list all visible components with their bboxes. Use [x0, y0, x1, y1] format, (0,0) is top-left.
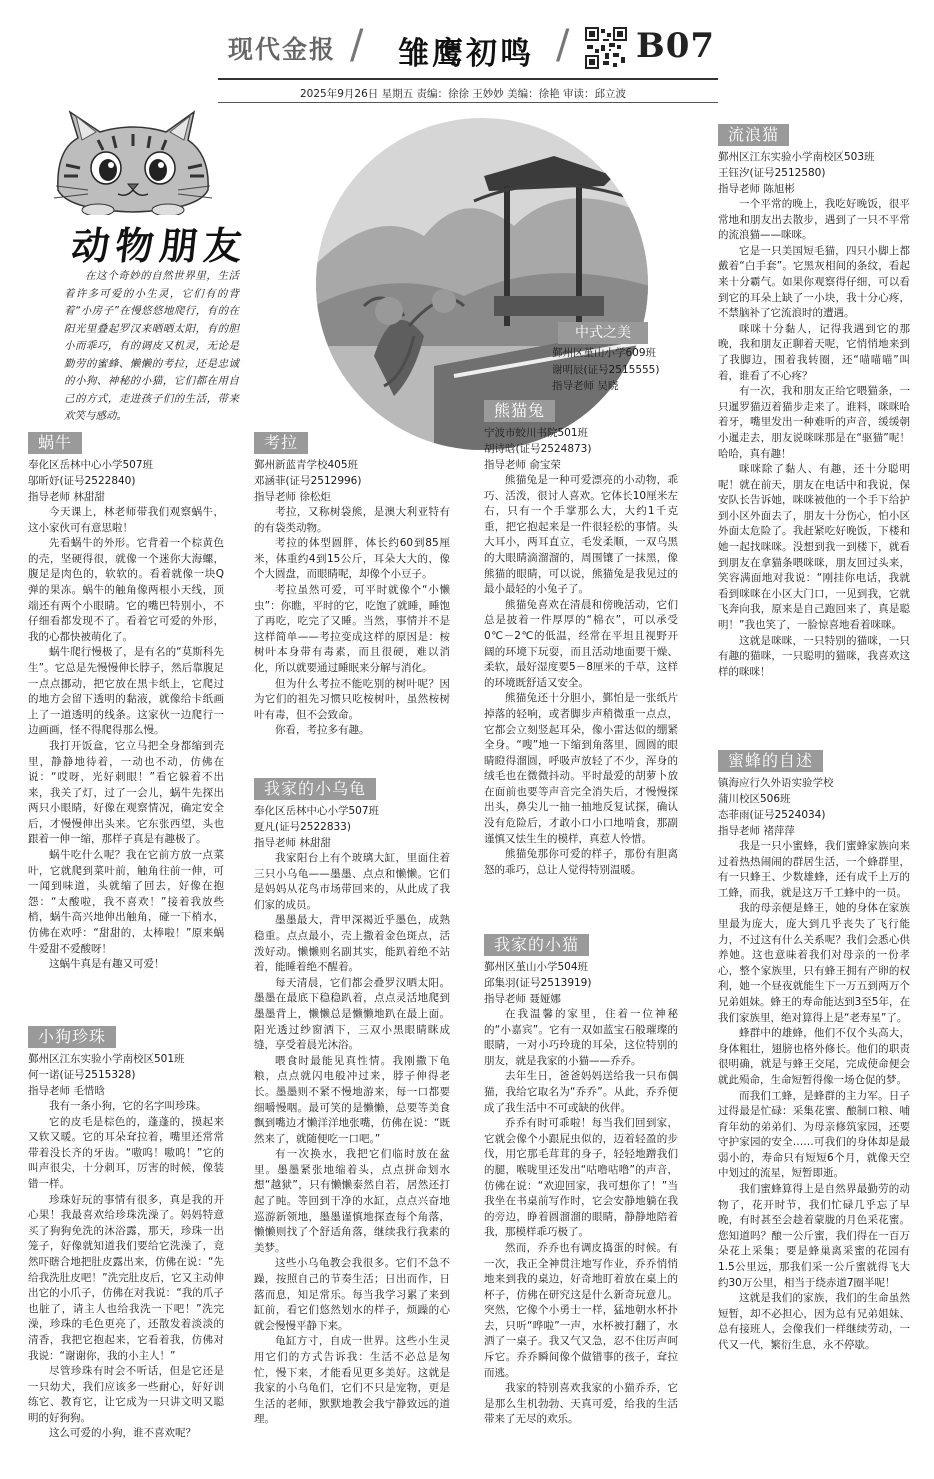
article-paragraph: 一个平常的晚上，我吃好晚饭，很平常地和朋友出去散步，遇到了一只不平常的流浪猫——咪咪。 — [718, 198, 910, 242]
article-teacher: 指导老师 徐松炬 — [254, 491, 331, 503]
article-koala — [254, 432, 450, 739]
article-paragraph: 蜗牛爬行慢极了，是有名的“莫斯科先生”。它总是先慢慢伸长脖子，然后靠腹足一点点挪动，把它放在黑卡纸上，它爬过的地方会留下透明的黏液，就像给卡纸画上了一道透明的线条。这家伙一边爬行一边画画，怪不得爬得那么慢。 — [28, 646, 224, 737]
feature-title: 动物朋友 — [69, 223, 251, 268]
article-paragraph: 喂食时最能见真性情。我刚撒下龟粮，点点就闪电般冲过来，脖子伸得老长。墨墨则不紧不慢地游来，每一口都要细嚼慢咽。最可笑的是懒懒，总要等美食飘到嘴边才懒洋洋地张嘴，仿佛在说：“既然来了，就随便吃一口吧。” — [254, 1054, 450, 1145]
qr-code-icon — [585, 27, 627, 69]
article-stray-cat — [718, 124, 910, 680]
article-paragraph: 考拉虽然可爱，可平时就像个“小懒虫”：你瞧，平时的它，吃饱了就睡，睡饱了再吃，吃完了又睡。当然，事情并不是这样简单——考拉变成这样的原因是：桉树叶本身带有毒素，而且很硬，难以消化，所以就要通过睡眠来分解与消化。 — [254, 583, 450, 674]
article-kitten — [484, 934, 678, 1428]
article-author: 邓涵菲(证号2512996) — [254, 475, 362, 487]
article-bee — [718, 750, 910, 1354]
article-paragraph: 乔乔有时可乖啦！每当我们回到家，它就会像个小跟屁虫似的，迈着轻盈的步伐，用它那毛茸茸的身子，轻轻地蹭我们的腿，喉咙里还发出“咕噜咕噜”的声音，仿佛在说：“欢迎回家，我可想你了！”当我坐在书桌前写作时，它会安静地躺在我的旁边，睁着圆溜溜的眼睛，静静地陪着我，那模样乖巧极了。 — [484, 1117, 678, 1239]
article-paragraph: 我打开饭盒，它立马把全身都缩到壳里，静静地待着，一动也不动，仿佛在说：“哎呀，光好刺眼！”看它躲着不出来，我关了灯，过了一会儿，蜗牛先探出两只小眼睛，好像在观察情况，确定安全后，才慢慢伸出头来。它东张西望，头也跟着一伸一缩，那样子真是有趣极了。 — [28, 739, 224, 846]
article-title: 流浪猫 — [718, 124, 789, 146]
article-paragraph: 但为什么考拉不能吃别的树叶呢？因为它们的祖先习惯只吃桉树叶，虽然桉树叶有毒，但不会致命。 — [254, 677, 450, 721]
article-teacher: 指导老师 陈旭彬 — [718, 183, 795, 195]
article-paragraph: 它是一只美国短毛猫，四只小脚上都戴着“白手套”。它黑灰相间的条纹，看起来十分霸气。如果你观察得仔细，可以看到它的耳朵上缺了一小块，我十分心疼，不禁脑补了它流浪时的遭遇。 — [718, 244, 910, 320]
article-paragraph: 我有一条小狗，它的名字叫珍珠。 — [49, 1100, 207, 1112]
article-title: 蜜蜂的自述 — [718, 750, 823, 772]
article-paragraph: 尽管珍珠有时会不听话，但是它还是一只幼犬，我们应该多一些耐心，好好训练它、教育它，让它成为一只讲文明又聪明的好狗狗。 — [28, 1365, 224, 1424]
article-panda-rabbit — [484, 400, 678, 878]
article-paragraph: 咪咪除了黏人、有趣，还十分聪明呢！就在前天，朋友在电话中和我说，保安队长告诉她，咪咪被他的一个手下给护到小区外面去了，朋友十分伤心，怕小区外面太危险了。我赶紧吃好晚饭，下楼和她一起找咪咪。没想到我一到楼下，就看到朋友在拿猫条喂咪咪，朋友回过头来，笑容满面地对我说：“刚挂你电话，我就看到咪咪在小区大门口，一见到我，它就飞奔向我，原来是自己跑回来了，真是聪明！”我也笑了，一脸惊喜地看着咪咪。 — [718, 463, 910, 632]
article-school: 鄞州新蓝青学校405班 — [254, 459, 359, 471]
article-paragraph: 这就是我们的家族，我们的生命虽然短暂，却不必担心，因为总有兄弟姐妹、总有接班人，会像我们一样继续劳动，一代又一代，繁衍生息，永不停歇。 — [718, 1292, 910, 1351]
dateline: 2025年9月26日 星期五 责编：徐徐 王妙妙 美编：徐艳 审读：邱立波 — [300, 88, 626, 100]
article-author: 何一诺(证号2515328) — [28, 1069, 136, 1081]
article-paragraph: 你看，考拉多有趣。 — [275, 724, 370, 737]
article-teacher: 指导老师 褚萍萍 — [718, 825, 795, 837]
article-paragraph: 我的母亲便是蜂王，她的身体在家族里最为庞大，庞大到几乎丧失了飞行能力，不过这有什么关系呢？我们会悉心供养她。这也意味着我们对母亲的一份孝心，整个家族里，只有蜂王拥有产卵的权利，她一个昼夜就能生下一万五到两万个兄弟姐妹。蜂王的寿命能达到3至5年，在我们家族里，绝对算得上是“老寿星”了。 — [718, 902, 910, 1024]
article-turtle — [254, 778, 450, 1428]
article-snail — [28, 432, 224, 973]
article-paragraph: 每天清晨，它们都会叠罗汉晒太阳。墨墨在最底下稳稳趴着，点点灵活地爬到墨墨背上，懒懒总是懒懒地趴在最上面。阳光透过纱窗洒下，三双小黑眼睛眯成缝，享受着晨光沐浴。 — [254, 976, 450, 1052]
art-caption-line: 谢明辰(证号2515555) — [552, 363, 660, 376]
article-title: 我家的小乌龟 — [254, 778, 376, 800]
art-caption-line: 指导老师 吴晓 — [552, 380, 619, 392]
cat-illustration — [48, 110, 218, 215]
article-paragraph: 有一次换水，我把它们临时放在盆里。墨墨紧张地缩着头，点点拼命划水想“越狱”，只有懒懒泰然自若，居然还打起了盹。等回到干净的水缸，点点兴奋地巡游新领地，墨墨谨慎地探查每个角落，懒懒则找了个舒适角落，继续我行我素的美梦。 — [254, 1148, 450, 1254]
masthead-divider: / — [350, 22, 364, 68]
article-school: 镇海应行久外语实验学校 — [718, 777, 834, 789]
article-school: 鄞州区堇山小学504班 — [484, 961, 589, 973]
art-caption-line: 鄞州区堇山小学609班 — [552, 347, 657, 359]
article-paragraph: 蜂群中的雄蜂，他们不仅个头高大，身体粗壮，翅膀也格外修长。他们的职责很明确，就是与蜂王交尾，完成使命便会就此殒命，生命短暂得像一场仓促的梦。 — [718, 1027, 910, 1086]
article-paragraph: 墨墨最大，背甲深褐近乎墨色，成熟稳重。点点最小，壳上撒着金色斑点，活泼好动。懒懒则名副其实，能趴着绝不站着，能睡着绝不醒着。 — [254, 914, 450, 974]
article-paragraph: 有一次，我和朋友正给它喂猫条，一只暹罗猫迈着猫步走来了。谁料，咪咪哈着牙，嘴里发出一种难听的声音，缓缓朝小暹走去，朋友说咪咪那是在“驱猫”呢！哈哈，真有趣！ — [718, 385, 910, 460]
article-paragraph: 珍珠好玩的事情有很多，真是我的开心果！我最喜欢给珍珠洗澡了。妈妈特意买了狗狗免洗的沐浴露，那天，珍珠一出笼子，好像就知道我们要给它洗澡了，竟然吓瞎合地把肚皮露出来，仿佛在说：“先给我洗肚皮吧！”洗完肚皮后，它又主动伸出它的小爪子，仿佛在对我说：“我的爪子也脏了，请主人也给我洗一下吧！”洗完澡，珍珠的毛色更亮了，还散发着淡淡的清香，我把它抱起来，它看着我，仿佛对我说：“谢谢你，我的小主人！” — [28, 1193, 224, 1362]
article-school: 奉化区岳林中心小学507班 — [254, 805, 380, 817]
article-paragraph: 在我温馨的家里，住着一位神秘的“小嘉宾”。它有一双如蓝宝石般璀璨的眼睛，一对小巧玲珑的耳朵，这位特别的朋友，就是我家的小猫——乔乔。 — [484, 1008, 678, 1067]
page-number: B07 — [636, 26, 716, 66]
article-paragraph: 今天课上，林老师带我们观察蜗牛，这小家伙可有意思啦！ — [28, 506, 224, 534]
article-author: 邬昕妤(证号2522840) — [28, 475, 136, 487]
article-paragraph: 考拉，又称树袋熊，是澳大利亚特有的有袋类动物。 — [254, 506, 450, 534]
art-caption — [552, 345, 659, 395]
article-paragraph: 考拉的体型圆胖，体长约60到85厘米，体重约4到15公斤，耳朵大大的，像个大圆盘，而眼睛呢，却像个小豆子。 — [254, 537, 450, 581]
article-paragraph: 而我们工蜂，是蜂群的主力军。日子过得最是忙碌：采集花蜜、酿制口粮、哺育年幼的弟弟们、为母亲修筑家园，还要守护家园的安全……可我们的身体却是最弱小的，寿命只有短短6个月，就像天空中划过的流星，短暂即逝。 — [718, 1089, 910, 1180]
article-paragraph: 熊猫兔还十分胆小，鄞怕是一张纸片掉落的轻响，或者脚步声稍微重一点点，它都会立刻竖起耳朵，像小雷达似的绷紧全身。“嗖”地一下缩到角落里，圆圆的眼睛瞪得溜圆，呼吸声放轻了不少，浑身的绒毛也在微微抖动。平时最爱的胡萝卜放在面前也要等声音完全消失后，才慢慢探出头，鼻尖儿一抽一抽地反复试探，确认没有危险后，才敢小口小口地啃食，那副谨慎又怯生生的模样，真惹人怜惜。 — [484, 692, 678, 845]
masthead-rule — [218, 102, 718, 103]
article-title: 熊猫兔 — [484, 400, 555, 422]
article-paragraph: 熊猫兔那你可爱的样子，那份有胆离怒的乖巧，总让人觉得特别温暖。 — [484, 848, 678, 876]
article-paragraph: 这就是咪咪，一只特别的猫咪，一只有趣的猫咪，一只聪明的猫咪，我喜欢这样的咪咪！ — [718, 634, 910, 678]
article-teacher: 指导老师 林甜甜 — [28, 491, 105, 503]
article-title: 小狗珍珠 — [28, 1026, 116, 1048]
article-title: 我家的小猫 — [484, 934, 589, 956]
art-banner: 中式之美 — [558, 322, 648, 344]
article-paragraph: 熊猫兔是一种可爱漂亮的小动物，乖巧、活泼，很讨人喜欢。它体长10厘米左右，只有一个手掌那么大，大约1千克重，把它抱起来是一件很轻松的事情。头大耳小，两耳直立，毛发柔顺，一双乌黑的大眼睛滴溜溜的，周围镶了一抹黑，像熊猫的眼睛，可以说，熊猫兔是我见过的最小最轻的小兔子了。 — [484, 474, 678, 596]
article-campus: 蒲川校区506班 — [718, 793, 791, 805]
article-paragraph: 咪咪十分黏人，记得我遇到它的那晚，我和朋友正聊着天呢，它悄悄地来到了我脚边，围着我转圈，还“喵喵喵”叫着，谁看了不心疼？ — [718, 322, 910, 382]
article-author: 邱集羽(证号2513919) — [484, 977, 592, 989]
article-paragraph: 这么可爱的小狗，谁不喜欢呢？ — [49, 1427, 196, 1440]
article-teacher: 指导老师 俞宝荣 — [484, 459, 561, 471]
article-paragraph: 熊猫兔喜欢在清晨和傍晚活动，它们总是披着一件厚厚的“棉衣”，可以承受0℃－2℃的低温，经常在平坦且视野开阔的环境下玩耍，而且活动地面要干燥、柔软，最好湿度要5－8厘米的千草，这样的环境既舒适又安全。 — [484, 598, 678, 689]
article-paragraph: 我是一只小蜜蜂，我们蜜蜂家族向来过着热热闹闹的群居生活，一个蜂群里，有一只蜂王、少数雄蜂，还有成千上万的工蜂，而我，就是这万千工蜂中的一员。 — [718, 840, 910, 899]
publication-name: 现代金报 — [228, 35, 337, 64]
article-paragraph: 这蜗牛真是有趣又可爱！ — [49, 958, 165, 971]
feature-intro: 在这个奇妙的自然世界里，生活着许多可爱的小生灵，它们有的背着“小房子”在慢悠悠地爬行，有的在阳光里叠起罗汉来晒晒太阳，有的胆小而乖巧，有的调皮又机灵，无论是勤劳的蜜蜂、懒懒的考拉，还是忠诚的小狗、神秘的小猫，它们都在用自己的方式，走进孩子们的生活，带来欢笑与感动。 — [64, 270, 239, 422]
article-paragraph: 我家阳台上有个玻璃大缸，里面住着三只小乌龟——墨墨、点点和懒懒。它们是妈妈从花鸟市场带回来的，从此成了我们家的成员。 — [254, 852, 450, 911]
article-school: 奉化区岳林中心小学507班 — [28, 459, 154, 471]
article-school: 鄞州区江东实验小学南校区503班 — [718, 151, 875, 163]
article-paragraph: 蜗牛吃什么呢？我在它前方放一点菜叶，它就爬到菜叶前，触角往前一伸，可一闻到味道，头就缩了回去，好像在抱怨：“太酸啦，我不喜欢！”接着我放些梢，蜗牛高兴地伸出触角，碰一下梢水，仿佛在欢呼：“甜甜的，太棒啦！”原来蜗牛爱甜不爱酸呀！ — [28, 849, 224, 955]
masthead-rule — [218, 78, 718, 80]
article-teacher: 指导老师 毛惜晗 — [28, 1085, 105, 1097]
article-author: 态菲雨(证号2524034) — [718, 809, 826, 821]
article-paragraph: 它的皮毛是棕色的，蓬蓬的，摸起来又软又暖。它的耳朵耷拉着，嘴里还常常带着没长齐的牙齿。“嗷呜！嗷呜！”它的叫声很尖，十分刺耳，厉害的时候，像装错一样。 — [28, 1115, 224, 1190]
article-school: 鄞州区江东实验小学南校区501班 — [28, 1053, 185, 1065]
masthead-divider: / — [556, 22, 570, 68]
article-puppy — [28, 1026, 224, 1442]
section-name: 雏鹰初鸣 — [398, 36, 534, 72]
article-paragraph: 我们蜜蜂算得上是自然界最勤劳的动物了，花开时节，我们忙碌几乎忘了早晚，有时甚至会趁着蒙胧的月色采花蜜。您知道吗？酿一公斤蜜，我们得在一百万朵花上采集；要是蜂巢离采蜜的花园有1.5公里远，那我们采一公斤蜜就得飞大约30万公里，相当于绕赤道7圈半呢！ — [718, 1183, 910, 1289]
article-paragraph: 然而，乔乔也有调皮捣蛋的时候。有一次，我正全神贯注地写作业，乔乔悄悄地来到我的桌边，好奇地盯着放在桌上的杯子，仿佛在研究这是什么新奇玩意儿。突然，它像个小勇士一样，猛地朝水杯扑去，只听“哗啦”一声，水杯被打翻了，水洒了一桌子。我又气又急，忍不住厉声呵斥它。乔乔瞬间像个做错事的孩子，耷拉而逃。 — [484, 1241, 678, 1379]
article-title: 考拉 — [254, 432, 308, 454]
article-author: 胡诗晗(证号2524873) — [484, 443, 592, 455]
article-paragraph: 这些小乌龟教会我很多。它们不急不躁，按照自己的节奏生活；日出而作，日落而息，知足常乐。每当我学习累了来到缸前，看它们悠然划水的样子，烦躁的心就会慢慢平静下来。 — [254, 1257, 450, 1332]
article-paragraph: 我家的特别喜欢我家的小猫乔乔，它是那么生机勃勃、天真可爱，给我的生活带来了无尽的欢乐。 — [484, 1382, 678, 1426]
article-school: 宁波市蛟川书院501班 — [484, 427, 589, 439]
article-paragraph: 龟缸方寸，自成一世界。这些小生灵用它们的方式告诉我：生活不必总是匆忙，慢下来，才能看见更多美好。这就是我家的小乌龟们，它们不只是宠物，更是生活的老师，默默地教会我宁静致远的道理。 — [254, 1335, 450, 1426]
article-title: 蜗牛 — [28, 432, 82, 454]
article-paragraph: 先看蜗牛的外形。它背着一个棕黄色的壳，坚硬得很，就像一个迷你大海螺，腹足是肉色的，软软的。看着就像一块Q弹的果冻。蜗牛的触角像两根小天线，顶端还有两个小眼睛。它的嘴巴特别小，不仔细看都发现不了。看着它可爱的外形，我的心都快被萌化了。 — [28, 537, 224, 643]
article-paragraph: 去年生日，爸爸妈妈送给我一只布偶猫，我给它取名为“乔乔”。从此，乔乔便成了我生活中不可或缺的伙伴。 — [484, 1070, 678, 1114]
article-author: 王钰汐(证号2512580) — [718, 167, 826, 179]
article-author: 夏凡(证号2522833) — [254, 821, 351, 833]
article-teacher: 指导老师 聂娅娜 — [484, 993, 561, 1005]
article-teacher: 指导老师 林甜甜 — [254, 837, 331, 849]
